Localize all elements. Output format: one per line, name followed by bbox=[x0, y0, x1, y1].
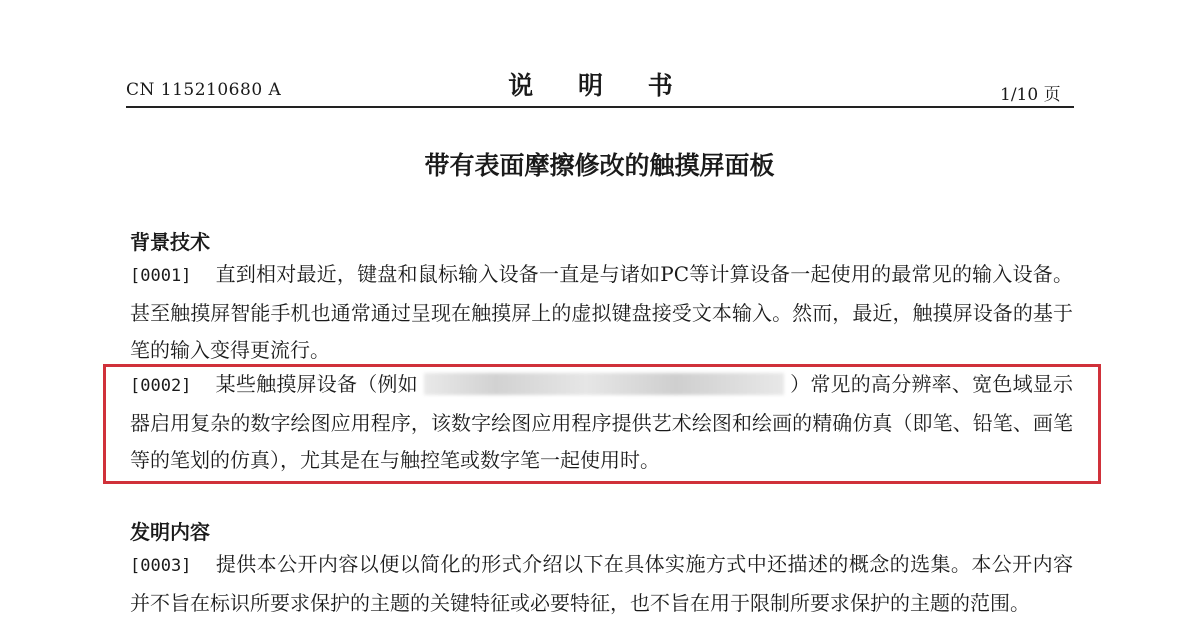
highlight-box bbox=[103, 364, 1101, 484]
paragraph-text: 提供本公开内容以便以简化的形式介绍以下在具体实施方式中还描述的概念的选集。本公开内容并不旨在标识所要求保护的主题的关键特征或必要特征，也不旨在用于限制所要求保护的主题的范围。 bbox=[130, 552, 1073, 615]
document-title: 带有表面摩擦修改的触摸屏面板 bbox=[424, 151, 775, 180]
page-indicator: 1/10 页 bbox=[1000, 85, 1061, 105]
section-heading-background: 背景技术 bbox=[130, 230, 210, 254]
patent-number: CN 115210680 A bbox=[126, 80, 282, 100]
paragraph-0003 bbox=[130, 546, 1073, 622]
paragraph-0001 bbox=[130, 256, 1073, 369]
paragraph-number: [0001] bbox=[130, 266, 192, 286]
section-heading-summary: 发明内容 bbox=[130, 520, 210, 544]
paragraph-text: 直到相对最近，键盘和鼠标输入设备一直是与诸如PC等计算设备一起使用的最常见的输入设备。甚至触摸屏智能手机也通常通过呈现在触摸屏上的虚拟键盘接受文本输入。然而，最近，触摸屏设备的基于笔的输入变得更流行。 bbox=[130, 262, 1073, 362]
paragraph-text-after: ）常见的高分辨率、宽色域显示器启用复杂的数字绘图应用程序，该数字绘图应用程序提供艺术绘图和绘画的精确仿真（即笔、铅笔、画笔等的笔划的仿真），尤其是在与触控笔或数字笔一起使用时。 bbox=[130, 372, 1074, 472]
document-section-label: 说 明 书 bbox=[508, 71, 691, 100]
paragraph-number: [0003] bbox=[130, 556, 192, 576]
paragraph-text-before: 某些触摸屏设备（例如 bbox=[215, 372, 418, 396]
header-rule bbox=[126, 106, 1074, 108]
paragraph-number: [0002] bbox=[130, 376, 192, 396]
